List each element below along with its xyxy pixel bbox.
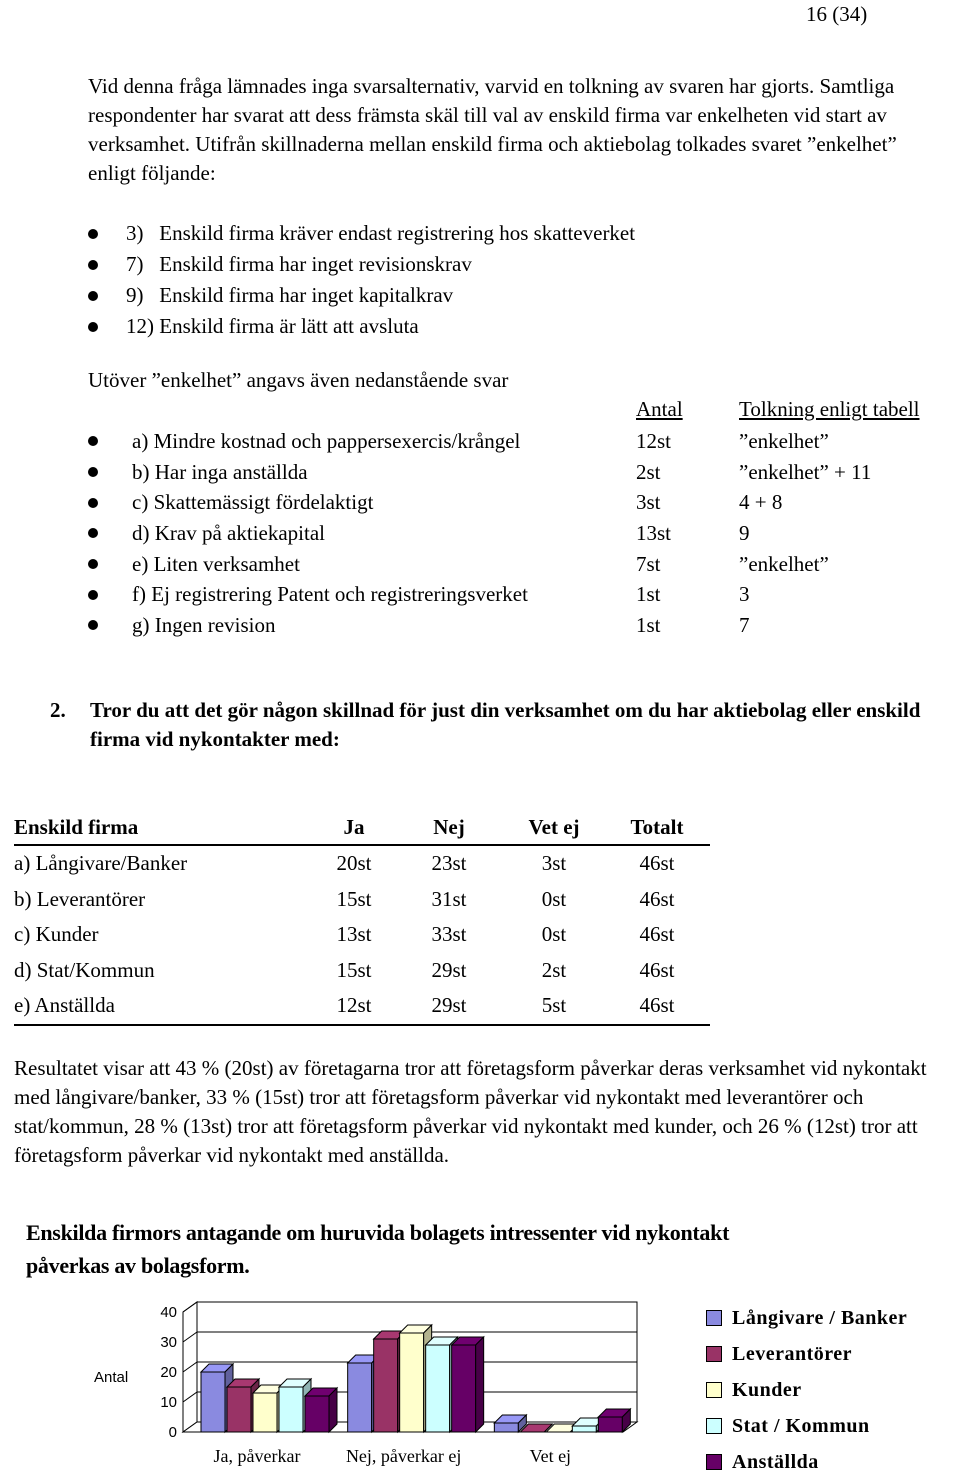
bullet-icon bbox=[88, 322, 98, 332]
legend-label: Kunder bbox=[732, 1378, 802, 1401]
bar bbox=[598, 1417, 622, 1432]
intro-paragraph: Vid denna fråga lämnades inga svarsalternativ, varvid en tolkning av svaren har gjorts. Samtliga respondenter har svarat att dess främsta skäl till val av enskild firma var enkelheten vid start av verksamhet. Utifrån skillnaderna mellan enskild firma och aktiebolag tolkades svaret ”enkelhet” enligt följande: bbox=[88, 74, 897, 185]
legend-swatch bbox=[706, 1310, 722, 1326]
bullet-icon bbox=[88, 528, 98, 538]
legend-swatch bbox=[706, 1346, 722, 1362]
bar bbox=[400, 1333, 424, 1432]
y-tick-label: 0 bbox=[168, 1424, 177, 1441]
list-item: 12) Enskild firma är lätt att avsluta bbox=[88, 311, 888, 342]
y-axis-label: Antal bbox=[94, 1369, 129, 1386]
column-header: Nej bbox=[394, 810, 504, 845]
table-header-row bbox=[14, 810, 710, 845]
bar bbox=[348, 1363, 372, 1432]
legend-label: Stat / Kommun bbox=[732, 1414, 870, 1437]
question-text: Tror du att det gör någon skillnad för just din verksamhet om du har aktiebolag eller enskild firma vid nykontakter med: bbox=[90, 698, 921, 751]
table-row: e) Anställda 12st 29st 5st 46st bbox=[14, 988, 710, 1025]
question-2 bbox=[50, 696, 950, 754]
bar bbox=[227, 1387, 251, 1432]
bar-side bbox=[329, 1388, 337, 1432]
legend-swatch bbox=[706, 1418, 722, 1434]
list-item: 7) Enskild firma har inget revisionskrav bbox=[88, 249, 888, 280]
bar bbox=[374, 1339, 398, 1432]
other-answers-heading: Utöver ”enkelhet” angavs även nedanstående svar bbox=[88, 368, 509, 392]
column-header: Ja bbox=[314, 810, 394, 845]
bar bbox=[279, 1387, 303, 1432]
bullet-icon bbox=[88, 498, 98, 508]
bar-side bbox=[476, 1337, 484, 1432]
legend-swatch bbox=[706, 1454, 722, 1470]
legend-label: Anställda bbox=[732, 1450, 819, 1473]
table-row: a) Långivare/Banker 20st 23st 3st 46st bbox=[14, 851, 675, 876]
list-item: 9) Enskild firma har inget kapitalkrav bbox=[88, 280, 888, 311]
bar bbox=[572, 1426, 596, 1432]
column-header: Totalt bbox=[604, 810, 710, 845]
table-row: e) Liten verksamhet 7st ”enkelhet” bbox=[88, 549, 958, 580]
table-row: d) Stat/Kommun 15st 29st 2st 46st bbox=[14, 957, 675, 982]
legend-item bbox=[706, 1300, 907, 1336]
list-item: 3) Enskild firma kräver endast registrering hos skatteverket bbox=[88, 218, 888, 249]
y-tick-label: 20 bbox=[160, 1364, 177, 1381]
bullet-icon bbox=[88, 590, 98, 600]
other-answers-list bbox=[88, 426, 958, 641]
column-header: Enskild firma bbox=[14, 810, 314, 845]
column-header-antal: Antal bbox=[636, 397, 683, 421]
y-tick-label: 40 bbox=[160, 1304, 177, 1321]
table-row: g) Ingen revision 1st 7 bbox=[88, 610, 958, 641]
bullet-icon bbox=[88, 467, 98, 477]
table-row: c) Kunder 13st 33st 0st 46st bbox=[14, 922, 675, 947]
bar bbox=[494, 1423, 518, 1432]
column-header-tolkning: Tolkning enligt tabell bbox=[739, 397, 920, 421]
x-tick-label: Vet ej bbox=[529, 1446, 572, 1466]
chart-legend bbox=[706, 1300, 907, 1480]
legend-label: Leverantörer bbox=[732, 1342, 853, 1365]
table-row: c) Skattemässigt fördelaktigt 3st 4 + 8 bbox=[88, 487, 958, 518]
legend-item bbox=[706, 1444, 907, 1480]
legend-item bbox=[706, 1408, 907, 1444]
bullet-icon bbox=[88, 260, 98, 270]
bar bbox=[426, 1345, 450, 1432]
result-paragraph: Resultatet visar att 43 % (20st) av företagarna tror att företagsform påverkar deras verksamhet vid nykontakt med långivare/banker, 33 % (15st) tror att företagsform påverkar vid nykontakt med leverantörer och stat/kommun, 28 % (13st) tror att företagsform påverkar vid nykontakt med kunder, och 26 % (12st) tror att företagsform påverkar vid nykontakt med anställda. bbox=[14, 1056, 927, 1167]
question-number: 2. bbox=[50, 698, 66, 722]
legend-item bbox=[706, 1372, 907, 1408]
y-tick-label: 10 bbox=[160, 1394, 177, 1411]
table-row: d) Krav på aktiekapital 13st 9 bbox=[88, 518, 958, 549]
bar-chart bbox=[90, 1296, 700, 1472]
column-header: Vet ej bbox=[504, 810, 604, 845]
bullet-icon bbox=[88, 620, 98, 630]
table-row: a) Mindre kostnad och pappersexercis/krångel 12st ”enkelhet” bbox=[88, 426, 958, 457]
legend-item bbox=[706, 1336, 907, 1372]
chart-title: Enskilda firmors antagande om huruvida bolagets intressenter vid nykontakt påverkas av bolagsform. bbox=[26, 1220, 730, 1278]
table-row: f) Ej registrering Patent och registreringsverket 1st 3 bbox=[88, 579, 958, 610]
y-tick-label: 30 bbox=[160, 1334, 177, 1351]
bar bbox=[305, 1396, 329, 1432]
enkelhet-interpretation-list bbox=[88, 218, 888, 342]
x-tick-label: Nej, påverkar ej bbox=[345, 1446, 462, 1466]
table-row: b) Har inga anställda 2st ”enkelhet” + 11 bbox=[88, 457, 958, 488]
bullet-icon bbox=[88, 436, 98, 446]
legend-label: Långivare / Banker bbox=[732, 1306, 908, 1329]
page-number: 16 (34) bbox=[806, 2, 868, 26]
x-tick-label: Ja, påverkar bbox=[213, 1446, 301, 1466]
bullet-icon bbox=[88, 291, 98, 301]
table-row: b) Leverantörer 15st 31st 0st 46st bbox=[14, 886, 675, 911]
bullet-icon bbox=[88, 229, 98, 239]
legend-swatch bbox=[706, 1382, 722, 1398]
results-table bbox=[14, 810, 710, 1026]
bar bbox=[201, 1372, 225, 1432]
bullet-icon bbox=[88, 559, 98, 569]
bar bbox=[452, 1345, 476, 1432]
bar bbox=[253, 1393, 277, 1432]
